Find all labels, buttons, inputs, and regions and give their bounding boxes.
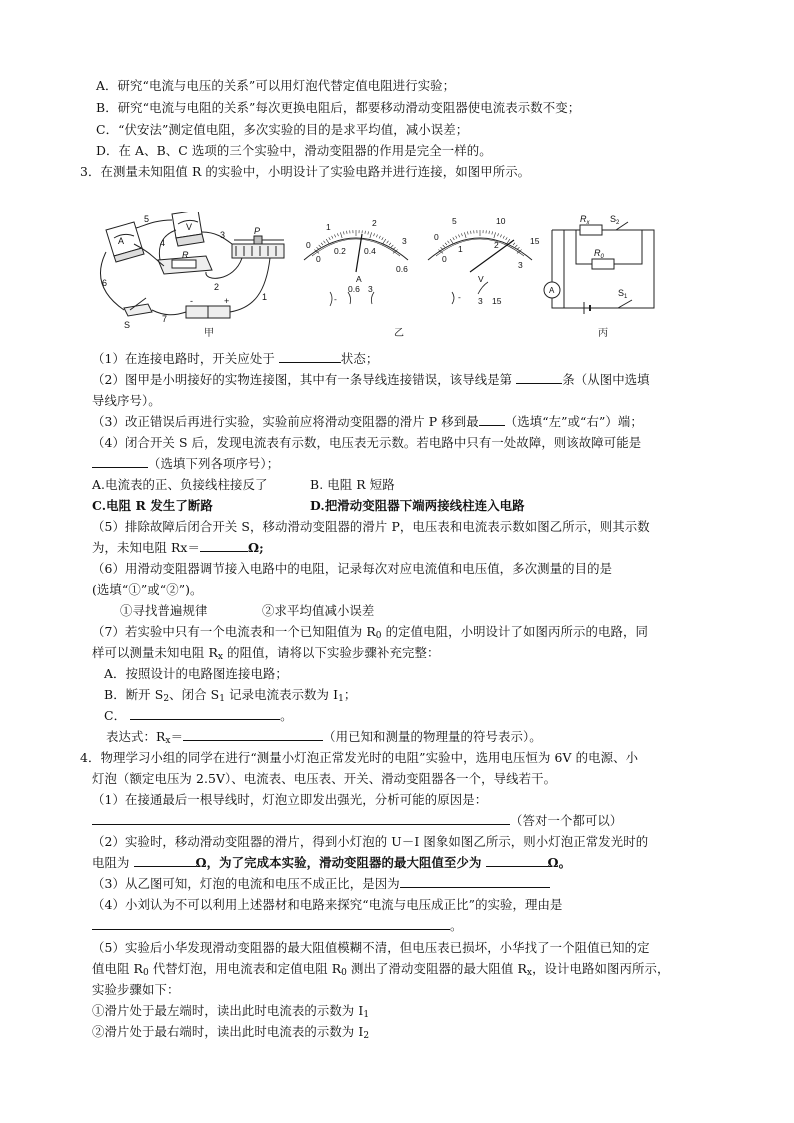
q3-part5-cont: 为，未知电阻 Rx＝ Ω;: [92, 540, 264, 555]
dial-tick: [379, 236, 380, 239]
yi-caption: 乙: [394, 328, 404, 339]
dial-tick: [365, 231, 366, 234]
jia-wire-2: 2: [214, 282, 220, 292]
dial-tick: [343, 231, 344, 234]
dial-tick: [340, 232, 342, 238]
q4-step-2: ②滑片处于最右端时，读出此时电流表的示数为 $I_2$: [92, 1024, 370, 1041]
dial-tick: [326, 239, 329, 244]
q3-blank-3[interactable]: [479, 412, 505, 426]
dial-tick: [506, 237, 508, 240]
dial-tick: [464, 232, 466, 238]
q4-part1-cont: （答对一个都可以）: [92, 811, 622, 830]
dial-tick: [461, 233, 462, 236]
dial-tick: [517, 247, 519, 249]
q3-blank-6[interactable]: [130, 706, 280, 720]
dial-tick: [513, 243, 515, 245]
dial-tick: [494, 232, 496, 238]
jia-caption: 甲: [204, 328, 214, 339]
dial-tick: [453, 237, 455, 240]
q3-blank-7[interactable]: [183, 727, 323, 741]
amm-top-2: 2: [372, 218, 377, 228]
amm-letter: A: [356, 274, 362, 284]
dial-tick: [332, 236, 333, 239]
dial-tick: [492, 231, 493, 234]
q3-part3: （3）改正错误后再进行实验，实验前应将滑动变阻器的滑片 P 移到最 （选填“左”或“右”）端；: [92, 414, 643, 429]
dial-tick: [440, 247, 442, 249]
dial-tick: [321, 243, 323, 245]
amm-top-0: 0: [306, 240, 311, 250]
volt-top-10: 10: [496, 216, 506, 226]
dial-tick: [370, 232, 372, 238]
volt-top-15: 15: [530, 236, 540, 246]
amm-term-minus: -: [334, 294, 337, 304]
q2-option-b: B．研究“电流与电阻的关系”每次更换电阻后，都要移动滑动变阻器使电流表示数不变；: [96, 100, 581, 115]
q2-option-c: C．“伏安法”测定值电阻，多次实验的目的是求平均值，减小误差；: [96, 122, 469, 137]
q4-blank-2[interactable]: [134, 853, 196, 867]
figure-yi-voltmeter: [428, 216, 540, 306]
q4-blank-4[interactable]: [400, 874, 550, 888]
dial-tick: [382, 237, 384, 240]
q3-blank-1[interactable]: [279, 349, 341, 363]
amm-bot-1: 0.2: [334, 246, 346, 256]
q3-part7-step-a: A．按照设计的电路图连接电路；: [104, 666, 288, 681]
q3-part7-step-c: C． 。: [104, 708, 293, 723]
jia-wire-4: 4: [160, 238, 166, 248]
dial-tick: [329, 237, 331, 240]
volt-bot-0: 0: [442, 254, 447, 264]
q3-part7-step-b: B．断开 $S_2$、闭合 $S_1$ 记录电流表示数为 $I_1$；: [104, 687, 357, 704]
dial-tick: [324, 241, 326, 243]
q4-part2: （2）实验时，移动滑动变阻器的滑片，得到小灯泡的 U－I 图象如图乙所示，则小灯泡正常发光时的: [92, 834, 649, 849]
q4-part5-cont: 值电阻 $R_0$ 代替灯泡，用电流表和定值电阻 $R_0$ 测出了滑动变阻器的最大阻值 $R_x$，设计电路如图丙所示，: [92, 961, 670, 978]
jia-wire-7: 7: [162, 314, 168, 324]
q4-part4-cont: 。: [92, 916, 463, 935]
q3-part6: （6）用滑动变阻器调节接入电路中的电阻，记录每次对应电流值和电压值，多次测量的目的是: [92, 561, 613, 576]
dial-tick: [387, 241, 389, 243]
jia-battery-plus: +: [224, 296, 230, 306]
amm-term-06: 0.6: [348, 284, 360, 294]
amm-top-3: 3: [402, 236, 407, 246]
dial-tick: [376, 234, 377, 237]
jia-wire-1: 1: [262, 292, 268, 302]
amm-bot-3: 0.6: [396, 264, 408, 274]
q4-part3: （3）从乙图可知，灯泡的电流和电压不成正比，是因为: [92, 874, 550, 893]
figure-yi-ammeter: [304, 218, 408, 339]
bing-rx-label: $R_x$: [580, 214, 590, 226]
bing-r0-label: $R_0$: [594, 248, 604, 260]
volt-term-minus: -: [458, 292, 461, 302]
bing-ammeter-letter: A: [549, 286, 555, 295]
q3-part4: （4）闭合开关 S 后，发现电流表有示数，电压表无示数。若电路中只有一处故障，则该故障可能是: [92, 435, 642, 450]
q3-figure: [94, 212, 664, 344]
q3-blank-2[interactable]: [516, 370, 562, 384]
q3-part2-cont: 导线序号）。: [92, 393, 161, 408]
dial-tick: [503, 236, 504, 239]
ammeter-needle: [356, 234, 362, 272]
jia-battery-minus: -: [190, 296, 193, 306]
q4-step-1: ①滑片处于最左端时，读出此时电流表的示数为 $I_1$: [92, 1003, 370, 1020]
q4-part4: （4）小刘认为不可以利用上述器材和电路来探究“电流与电压成正比”的实验，理由是: [92, 897, 563, 912]
volt-top-0: 0: [434, 232, 439, 242]
dial-tick: [489, 231, 490, 234]
q3-part4-option-a: A.电流表的正、负接线柱接反了: [92, 477, 268, 492]
volt-bot-2: 2: [494, 240, 499, 250]
dial-tick: [445, 243, 447, 245]
volt-term-15: 15: [492, 296, 502, 306]
q3-part4-cont: （选填下列各项序号）；: [92, 454, 279, 473]
amm-term-3: 3: [368, 284, 373, 294]
q3-part5: （5）排除故障后闭合开关 S，移动滑动变阻器的滑片 P，电压表和电流表示数如图乙所示，则其示数: [92, 519, 650, 534]
dial-tick: [467, 231, 468, 234]
q4-blank-5[interactable]: [92, 916, 450, 930]
jia-ammeter-letter: A: [118, 236, 125, 246]
q3-part2: （2）图甲是小明接好的实物连接图，其中有一条导线连接错误，该导线是第 条（从图中选填: [92, 372, 650, 387]
q3-part6-option-2: ②求平均值减小误差: [262, 603, 375, 618]
dial-tick: [500, 234, 501, 237]
bing-s2-label: $S_2$: [610, 214, 620, 226]
q3-part6-cont: (选填“①”或“②”)。: [92, 582, 203, 597]
dial-tick: [443, 245, 445, 247]
voltmeter-needle: [470, 240, 514, 272]
q3-part4-option-d: D.把滑动变阻器下端两接线柱连入电路: [310, 498, 525, 513]
dial-tick: [450, 239, 453, 244]
q3-blank-4[interactable]: [92, 454, 148, 468]
dial-tick: [498, 233, 499, 236]
figure-bing-circuit: [544, 222, 654, 314]
dial-tick: [515, 245, 517, 247]
volt-term-3: 3: [478, 296, 483, 306]
q3-stem: 3．在测量未知阻值 R 的实验中，小明设计了实验电路并进行连接，如图甲所示。: [80, 164, 531, 179]
volt-top-5: 5: [452, 216, 457, 226]
q3-part4-option-c: C.电阻 R 发生了断路: [92, 498, 213, 513]
dial-tick: [383, 239, 386, 244]
volt-bot-1: 1: [458, 244, 463, 254]
dial-tick: [471, 231, 472, 234]
amm-bot-2: 0.4: [364, 246, 376, 256]
dial-tick: [448, 241, 450, 243]
q3-part7-cont: 样可以测量未知电阻 $R_x$ 的阻值，请将以下实验步骤补充完整：: [92, 645, 440, 662]
dial-tick: [389, 243, 391, 245]
q3-blank-5[interactable]: [200, 538, 248, 552]
q3-part6-option-1: ①寻找普遍规律: [120, 603, 208, 618]
dial-tick: [393, 247, 395, 249]
dial-tick: [456, 236, 457, 239]
q4-blank-3[interactable]: [486, 853, 548, 867]
jia-wire-3: 3: [220, 230, 226, 240]
q3-part1: （1）在连接电路时，开关应处于 状态；: [92, 351, 379, 366]
q3-part7: （7）若实验中只有一个电流表和一个已知阻值为 $R_0$ 的定值电阻，小明设计了如图丙所示的电路，同: [92, 624, 648, 641]
dial-tick: [368, 231, 369, 234]
jia-voltmeter-letter: V: [186, 222, 193, 232]
dial-tick: [458, 234, 459, 237]
q4-part5-steps-title: 实验步骤如下：: [92, 982, 180, 997]
jia-wire-5: 5: [144, 214, 150, 224]
q4-part2-cont: 电阻为 Ω，为了完成本实验，滑动变阻器的最大阻值至少为 Ω。: [92, 855, 572, 870]
dial-tick: [337, 233, 338, 236]
q2-option-d: D．在 A、B、C 选项的三个实验中，滑动变阻器的作用是完全一样的。: [96, 143, 492, 158]
volt-letter: V: [478, 274, 484, 284]
jia-rheostat-label: P: [254, 226, 261, 236]
q4-stem-line2: 灯泡（额定电压为 2.5V）、电流表、电压表、开关、滑动变阻器各一个，导线若干。: [92, 771, 557, 786]
dial-tick: [316, 247, 318, 249]
amm-top-1: 1: [326, 222, 331, 232]
q4-part5: （5）实验后小华发现滑动变阻器的最大阻值模糊不清，但电压表已损坏，小华找了一个阻值已知的定: [92, 940, 650, 955]
jia-switch-label: S: [124, 320, 131, 330]
dial-tick: [391, 245, 393, 247]
dial-tick: [347, 231, 348, 234]
jia-wire-6: 6: [102, 278, 108, 288]
q4-part1: （1）在接通最后一根导线时，灯泡立即发出强光，分析可能的原因是：: [92, 792, 488, 807]
dial-tick: [334, 234, 335, 237]
bing-s1-label: $S_1$: [618, 288, 628, 300]
amm-bot-0: 0: [316, 254, 321, 264]
q2-option-a: A．研究“电流与电压的关系”可以用灯泡代替定值电阻进行实验；: [96, 78, 456, 93]
q4-stem-line1: 4．物理学习小组的同学在进行“测量小灯泡正常发光时的电阻”实验中，选用电压恒为 6V 的电源、小: [80, 750, 639, 765]
jia-resistor-label: R: [182, 250, 189, 260]
q3-part4-option-b: B. 电阻 R 短路: [310, 477, 395, 492]
q3-part7-expression: 表达式：$R_x=$ （用已知和测量的物理量的符号表示）。: [106, 729, 542, 746]
q4-blank-1[interactable]: [92, 811, 510, 825]
dial-tick: [319, 245, 321, 247]
dial-tick: [374, 233, 375, 236]
volt-bot-3: 3: [518, 260, 523, 270]
bing-caption: 丙: [598, 328, 608, 339]
